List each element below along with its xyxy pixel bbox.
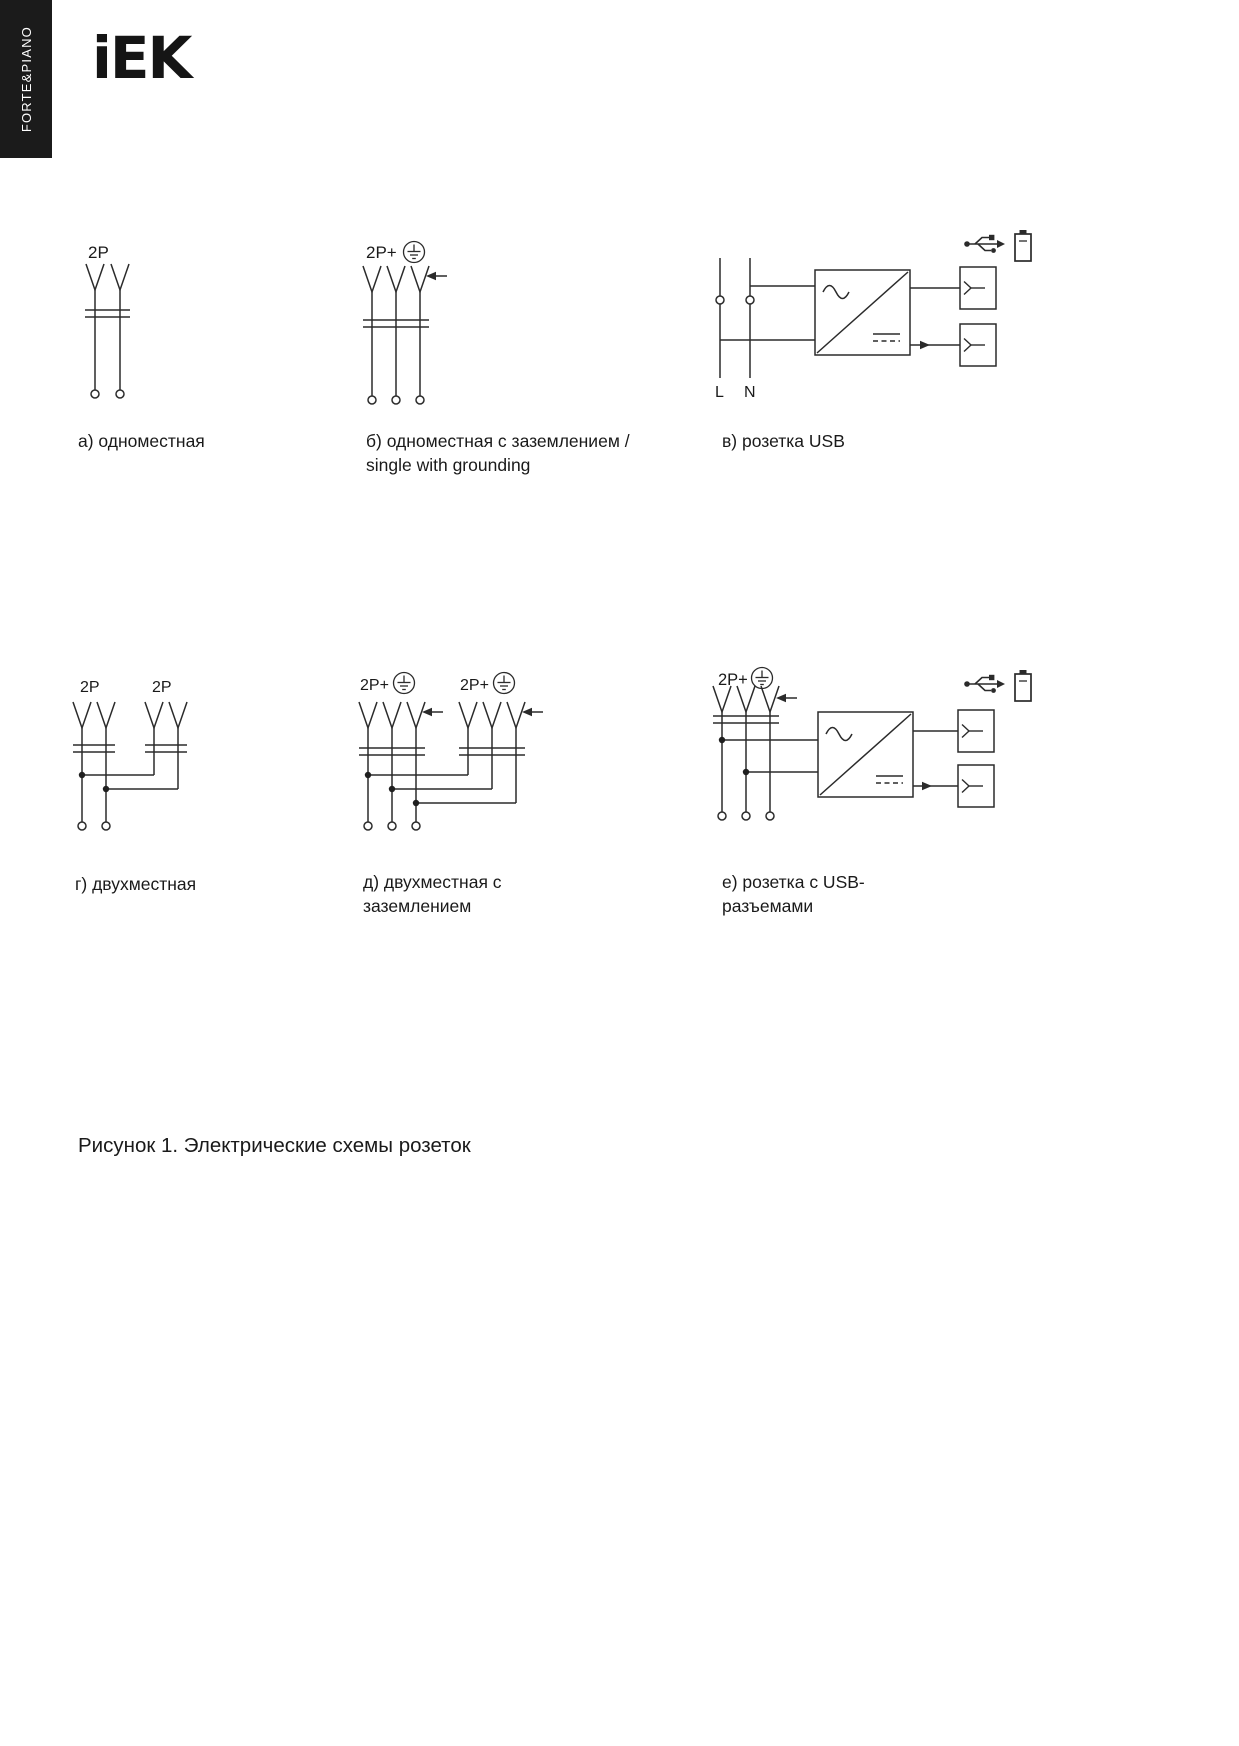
- brand-strip-text: FORTE&PIANO: [18, 25, 34, 133]
- usb-port: [958, 710, 994, 752]
- ground-icon: [394, 673, 415, 694]
- socket-wires: [368, 728, 516, 822]
- diagram-d-schematic: [352, 662, 557, 847]
- diagram-g-label: г) двухместная: [75, 874, 197, 894]
- diagram-a-label: а) одноместная: [78, 431, 205, 451]
- line-terminal-label: L: [715, 384, 724, 401]
- diagram-e-schematic: [710, 658, 1055, 858]
- usb-icon: [964, 235, 1005, 253]
- current-direction-arrow-icon: [922, 782, 932, 790]
- diagram-e-label: е) розетка с USB-разъемами: [722, 872, 865, 916]
- socket-wires: [722, 712, 818, 812]
- supply-terminals: [91, 390, 124, 398]
- supply-wires: [720, 258, 815, 378]
- socket-wires: [372, 292, 420, 396]
- pole-count-label: 2P+: [360, 677, 389, 694]
- diagram-b-label: б) одноместная с заземлением / single with grounding: [366, 431, 630, 475]
- socket-contact-forks: [73, 702, 187, 728]
- supply-terminals: [78, 822, 110, 830]
- diagram-a-schematic: [75, 228, 235, 443]
- socket-wires: [82, 728, 178, 822]
- diagram-d-label: д) двухместная с заземлением: [363, 872, 502, 916]
- usb-port: [960, 267, 996, 309]
- acdc-converter-box: [815, 270, 910, 355]
- iek-logo: iEK: [92, 24, 191, 92]
- socket-contact-forks: [363, 266, 429, 292]
- ground-icon: [752, 668, 773, 689]
- socket-base-lines: [73, 745, 187, 752]
- ground-contact-arrow-icon: [776, 694, 797, 702]
- diagram-v-schematic: [710, 222, 1055, 417]
- diagram-g-schematic: [66, 662, 221, 847]
- figure-caption: Рисунок 1. Электрические схемы розеток: [78, 1134, 471, 1157]
- battery-icon: [1015, 670, 1031, 701]
- ground-contact-arrow-icon: [522, 708, 543, 716]
- pole-count-label: 2P+: [366, 243, 397, 262]
- supply-terminals: [368, 396, 424, 404]
- neutral-terminal-label: N: [744, 384, 756, 401]
- socket-contact-forks: [359, 702, 525, 728]
- supply-terminals: [716, 296, 754, 304]
- usb-icon: [964, 675, 1005, 693]
- usb-port: [960, 324, 996, 366]
- diagram-b-schematic: [358, 228, 508, 443]
- usb-port: [958, 765, 994, 807]
- supply-terminals: [364, 822, 420, 830]
- brand-strip: [0, 0, 52, 158]
- ground-contact-arrow-icon: [426, 272, 447, 280]
- supply-terminals: [718, 812, 774, 820]
- pole-count-label: 2P+: [718, 671, 748, 689]
- pole-count-label: 2P: [80, 679, 100, 696]
- pole-count-label: 2P: [152, 679, 172, 696]
- dc-output-wires: [910, 288, 960, 345]
- ground-icon: [494, 673, 515, 694]
- ground-contact-arrow-icon: [422, 708, 443, 716]
- socket-base-lines: [359, 748, 525, 755]
- acdc-converter-box: [818, 712, 913, 797]
- current-direction-arrow-icon: [920, 341, 930, 349]
- battery-icon: [1015, 230, 1031, 261]
- ground-icon: [404, 242, 425, 263]
- dc-output-wires: [913, 731, 958, 786]
- socket-contact-forks: [86, 264, 129, 290]
- socket-wires: [95, 290, 120, 390]
- diagram-v-label: в) розетка USB: [722, 431, 845, 451]
- pole-count-label: 2P+: [460, 677, 489, 694]
- junction-dots: [719, 737, 749, 775]
- socket-base-lines: [85, 310, 130, 317]
- socket-contact-forks: [713, 686, 779, 712]
- pole-count-label: 2P: [88, 243, 109, 262]
